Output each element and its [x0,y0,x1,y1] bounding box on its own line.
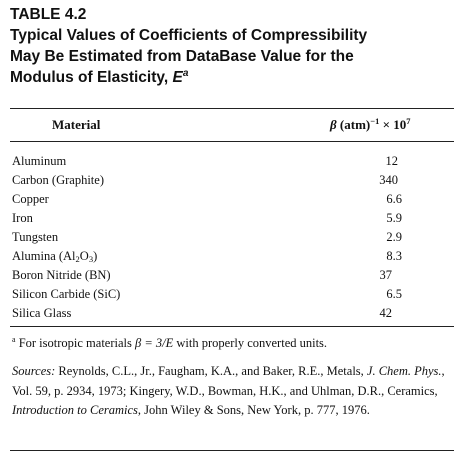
header-material: Material [52,117,101,132]
caption-footnote-marker: a [182,68,189,79]
footnote-marker: a [12,335,16,344]
table-footnote [12,336,327,351]
formula-part: O [79,249,89,263]
caption-symbol: E [172,69,183,86]
row-material: Aluminum [12,154,67,168]
footnote-text-end: with properly converted units. [173,336,328,350]
bottom-rule [10,326,454,327]
row-material: Silicon Carbide (SiC) [12,287,121,301]
header-beta-unit: (atm) [336,117,371,132]
sources-text: Reynolds, C.L., Jr., Faugham, K.A., and Baker, R.E., Metals, [55,364,367,378]
row-material: Boron Nitride (BN) [12,268,111,282]
row-value: 340 [379,173,398,187]
formula-subscript: 2 [75,254,80,264]
row-value: 6.6 [386,192,402,206]
table-row [12,228,452,247]
caption-line-1: Typical Values of Coefficients of Compressibility [10,27,368,44]
table-row [12,266,452,285]
row-value: 6.5 [386,287,402,301]
table-caption [10,25,460,88]
row-material: Carbon (Graphite) [12,173,104,187]
row-value: 2.9 [386,230,402,244]
top-rule [10,108,454,109]
header-beta-mult: × 10 [379,117,407,132]
header-beta-mult-exp: 7 [406,116,411,126]
table-row [12,304,452,323]
footnote-formula: β = 3/E [134,336,174,350]
row-value: 5.9 [386,211,402,225]
header-beta [330,117,411,133]
row-value: 42 [379,306,392,320]
table-row [12,171,452,190]
table-row [12,209,452,228]
row-value: 8.3 [386,249,402,263]
caption-line-2: May Be Estimated from DataBase Value for the [10,48,354,65]
sources-text: , John Wiley & Sons, New York, p. 777, 1976. [137,403,370,417]
table-row [12,285,452,304]
table-label: TABLE 4.2 [10,6,87,23]
footnote-text: For isotropic materials [15,336,135,350]
caption-line-3-text: Modulus of Elasticity, [10,69,173,86]
row-material: Iron [12,211,33,225]
header-rule [10,141,454,142]
row-material: Silica Glass [12,306,72,320]
row-material: Copper [12,192,49,206]
row-material [12,247,97,266]
sources-book: Introduction to Ceramics [12,403,138,417]
table-sources [12,362,456,421]
table-row [12,247,452,266]
formula-part: ) [93,249,98,263]
sources-label: Sources: [12,364,56,378]
formula-subscript: 3 [88,254,94,264]
row-material: Tungsten [12,230,59,244]
sources-text: , Vol. 59, p. 2934, 1973; Kingery, W.D., Bowman, H.K., and Uhlman, D.R., Ceramics, [12,364,445,398]
row-value: 12 [385,154,398,168]
table-row [12,152,452,171]
formula-part: Alumina (Al [12,249,76,263]
table-title-block [10,4,460,88]
header-beta-symbol: β [330,117,337,132]
header-beta-exp: −1 [370,116,380,126]
row-value: 37 [379,268,392,282]
end-rule [10,450,454,451]
caption-line-3 [10,67,460,88]
table-row [12,190,452,209]
sources-journal: J. Chem. Phys. [366,364,442,378]
